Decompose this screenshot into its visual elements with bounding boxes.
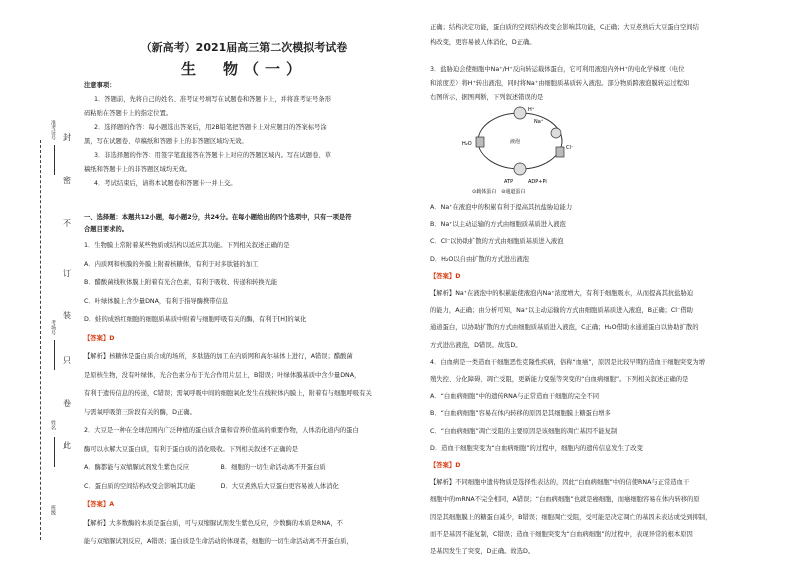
notice-line: 黑，写在试题卷、草稿纸和答题卡上的非答题区域均无效。: [84, 138, 248, 145]
text-line: 2．大豆是一种在全球范围内广泛种植的蛋白质含量和营养价值高的重要作物，人体消化道内的蛋白: [84, 427, 359, 434]
notice-line: 4．考试结束后，请将本试题卷和答题卡一并上交。: [94, 180, 237, 187]
label-atp: ATP: [504, 179, 514, 185]
text-line: 能与双缩脲试剂反应，A错误；蛋白质是生命活动的体现者，细胞的一切生命活动离不开蛋白质，: [84, 538, 353, 545]
text-line: 4．白血病是一类造血干细胞恶性克隆性疾病，俗称“血癌”，原因是比较早期的造血干细胞突变为增: [430, 358, 705, 366]
text-line: 的能力，A正确；由分析可知，Na⁺以主动运输的方式由细胞质基质进入液泡，B正确；Cl⁻借助: [430, 307, 693, 315]
side-label-exam-id: 准考证号: [50, 120, 56, 140]
notice-line: 2．选择题的作答：每小题选出答案后，用2B铅笔把答题卡上对应题目的答案标号涂: [94, 124, 327, 131]
text-line: D．H₂O以自由扩散的方式进出液泡: [430, 255, 529, 263]
text-line: 3．盐胁迫会使细胞中Na⁺/H⁺反向转运载体蛋白，它可利用液泡内外H⁺的电化学梯度（电位: [430, 66, 685, 73]
text-line: 方式进出液泡，D错误。故选D。: [430, 341, 522, 349]
text-line: 因是其细胞膜上的糖蛋白减少，B错误；细胞凋亡受阻，受可能是决定凋亡的基因未表达或受到抑制，: [430, 513, 712, 521]
text-line: 有利于遗传信息的传递，C错误；需氧呼吸中间的细胞氧化发生在线粒体内膜上，附着有与细胞呼吸有关: [84, 390, 372, 397]
subject-title: 生 物（一）: [180, 60, 307, 78]
seal-dashed-line: [40, 140, 41, 540]
text-line: C．叶绿体膜上含少量DNA，有利于指导酶携带信息: [84, 297, 229, 305]
seal-char: 不: [63, 219, 71, 228]
text-line: C．蛋白质的空间结构改变会影响其功能 D．大豆煮熟后大豆蛋白更容易被人体消化: [84, 482, 339, 490]
side-blank: [54, 340, 55, 370]
text-line: 【答案】D: [430, 462, 461, 469]
text-line: 正确；结构决定功能，蛋白质的空间结构改变会影响其功能，C正确；大豆煮熟后大豆蛋白空间结: [430, 24, 699, 31]
text-line: C．“白血病细胞”凋亡受阻的主要原因是该细胞的凋亡基因不能复制: [430, 427, 618, 435]
side-label-room: 考场号: [50, 320, 56, 335]
text-line: A．内质网和核膜的外膜上附着核糖体，有利于对多肽链的加工: [84, 260, 259, 268]
text-line: 【解析】大多数酶的本质是蛋白质，可与双缩脲试剂发生紫色反应，少数酶的本质是RNA，不: [84, 519, 343, 527]
text-line: 构改变，更容易被人体消化，D正确。: [430, 39, 536, 46]
text-line: B．Na⁺以主动运输的方式由细胞质基质进入液泡: [430, 221, 566, 229]
text-line: 殖失控、分化障碍、凋亡受阻，更新能力变强等突变的“白血病细胞”。下列相关叙述正确的是: [430, 376, 689, 383]
seal-char: 封: [63, 133, 71, 142]
label-adp: ADP+Pi: [528, 179, 547, 185]
label-h2o: H₂O: [462, 141, 472, 147]
exam-title: （新高考）2021届高三第二次模拟考试卷: [140, 41, 348, 54]
text-line: 酶可以水解大豆蛋白质，有利于蛋白质的消化吸收。下列相关叙述不正确的是: [84, 445, 299, 453]
text-line: B．醋酸菌线粒体膜上附着有光合色素，有利于吸收、传递和转换光能: [84, 279, 278, 286]
notice-line: 码粘贴在答题卡上的指定位置。: [84, 110, 173, 117]
seal-char: 订: [63, 269, 71, 278]
label-vacuole: 液泡: [510, 139, 521, 145]
text-line: 【解析】核糖体是蛋白质合成的场所，多肽链的加工在内质网和高尔基体上进行，A错误；醋酸菌: [84, 353, 353, 360]
text-line: 右图所示，据图判断，下列叙述错误的是: [430, 94, 544, 101]
side-blank: [54, 437, 55, 467]
text-line: A．Na⁺在液泡中的积累有利于提高其抗盐胁迫能力: [430, 204, 573, 211]
section-heading: 一、选择题：本题共12小题，每小题2分，共24分。在每小题给出的四个选项中，只有一项是符: [84, 214, 352, 221]
label-na: Na⁺: [534, 119, 544, 125]
seal-char: 卷: [63, 399, 71, 408]
section-heading-cont: 合题目要求的。: [84, 226, 129, 233]
seal-char: 装: [63, 311, 71, 320]
text-line: D．蛙的成熟红细胞的细胞质基质中附着与细胞呼吸有关的酶，有利于[H]的氧化: [84, 316, 307, 323]
text-line: 是原核生物，没有叶绿体，光合色素分布于光合作用片层上，B错误；叶绿体膜基质中含少量DNA，: [84, 371, 361, 379]
notice-line: 1．答题前，先将自己的姓名、准考证号填写在试题卷和答题卡上，并将准考证号条形: [94, 96, 331, 103]
side-label-name: 姓名: [50, 420, 56, 430]
side-label-class: 班级: [50, 505, 56, 515]
text-line: C．Cl⁻以协助扩散的方式由细胞质基质进入液泡: [430, 238, 564, 246]
vacuole-diagram: [458, 103, 586, 195]
notice-line: 3．非选择题的作答：用签字笔直接答在答题卡上对应的答题区域内。写在试题卷、草: [94, 152, 331, 159]
text-line: 与需氧呼吸第三阶段有关的酶，D正确。: [84, 408, 196, 416]
text-line: D．造血干细胞突变为“白血病细胞”的过程中，细胞内的遗传信息发生了改变: [430, 444, 643, 452]
label-h: H⁺: [528, 107, 535, 113]
text-line: 【解析】Na⁺在液泡中的积累能使液泡内Na⁺浓度增大，有利于细胞吸水，从而提高其抗盐胁迫: [430, 290, 694, 297]
text-line: 而不是基因不能复制，C错误；造血干细胞突变为“白血病细胞”的过程中，表现异常的根本原因: [430, 530, 693, 538]
seal-char: 只: [63, 356, 71, 365]
text-line: 【答案】D: [430, 272, 461, 280]
side-blank: [54, 145, 55, 175]
carrier-protein-bottom: [514, 163, 526, 175]
text-line: 通道蛋白，以协助扩散的方式由细胞质基质进入液泡，C正确；H₂O借助水通道蛋白以协助扩散的: [430, 324, 699, 332]
text-line: 细胞中的mRNA不完全相同，A错误；“白血病细胞”也就是癌细胞，而癌细胞容易在体内转移的原: [430, 496, 700, 504]
text-line: B．“白血病细胞”容易在体内转移的原因是其细胞膜上糖蛋白增多: [430, 410, 611, 418]
diagram-caption: ⊙载体蛋白 ⊝通道蛋白: [472, 189, 526, 195]
seal-char: 密: [63, 176, 71, 185]
text-line: 【解析】不同细胞中遗传物质是选择性表达的，因此“白血病细胞”中的信使RNA与正常造血干: [430, 479, 690, 487]
carrier-protein-right: [551, 128, 561, 138]
text-line: 1．生物膜上常附着某些物质或结构以适应其功能。下列相关叙述正确的是: [84, 242, 290, 249]
text-line: 和浓度差）将H⁺转出液泡，同时将Na⁺由细胞质基质转入液泡。部分物质跨液泡膜转运过程如: [430, 80, 690, 87]
channel-protein-right: [556, 147, 564, 157]
notice-line: 稿纸和答题卡上的非答题区域均无效。: [84, 166, 192, 173]
text-line: A．酶都能与双缩脲试剂发生紫色反应 B．细胞的一切生命活动离不开蛋白质: [84, 464, 326, 471]
text-line: 是基因发生了突变，D正确。故选D。: [430, 548, 535, 555]
carrier-protein-top: [514, 107, 526, 119]
notice-heading: 注意事项：: [84, 82, 116, 89]
seal-char: 此: [63, 441, 71, 450]
text-line: 【答案】A: [84, 501, 115, 508]
channel-protein-left: [476, 137, 484, 147]
label-cl: Cl⁻: [566, 145, 574, 151]
binding-sidebar: [0, 0, 75, 562]
text-line: 【答案】D: [84, 334, 115, 342]
text-line: A．“白血病细胞”中的遗传RNA与正常造血干细胞的完全不同: [430, 393, 600, 401]
